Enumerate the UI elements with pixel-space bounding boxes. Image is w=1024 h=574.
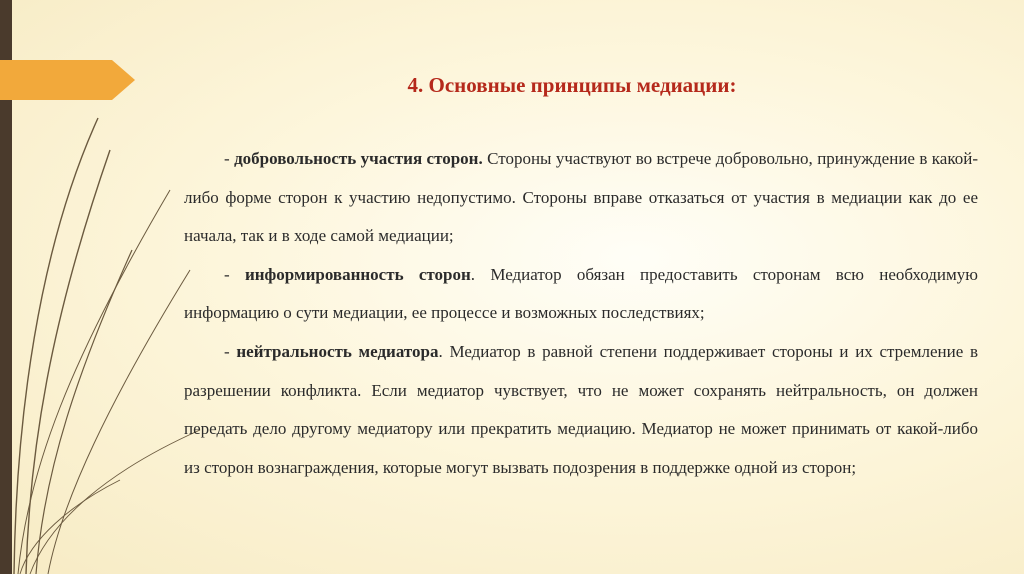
bullet-dash: - bbox=[224, 341, 237, 361]
slide-body bbox=[184, 140, 978, 487]
principle-text: . Медиатор в равной степени поддерживает стороны и их стремление в разрешении конфликта. Если медиатор чувствует, что не может сохранять нейтральность, он должен передать дело другому медиатору или прекратить медиацию. Медиатор не может принимать от какой-либо из сторон вознаграждения, которые могут вызвать подозрения в поддержке одной из сторон; bbox=[184, 341, 978, 477]
slide-title: 4. Основные принципы медиации: bbox=[407, 73, 737, 97]
bullet-dash: - bbox=[224, 149, 235, 168]
principle-title: нейтральность медиатора bbox=[236, 341, 439, 361]
principle-text: . Медиатор обязан предоставить сторонам всю необходимую информацию о сути медиации, ее процессе и возможных последствиях; bbox=[184, 264, 978, 323]
principle-voluntariness bbox=[184, 140, 978, 256]
bullet-dash: - bbox=[224, 264, 245, 284]
principle-informedness bbox=[184, 256, 978, 333]
principle-neutrality bbox=[184, 333, 978, 487]
principle-title: информированность сторон bbox=[244, 264, 471, 284]
principle-text: Стороны участвуют во встрече добровольно, принуждение в какой-либо форме сторон к участию недопустимо. Стороны вправе отказаться от участия в медиации как до ее начала, так и в ходе самой медиации; bbox=[184, 149, 979, 246]
principle-title: добровольность участия сторон. bbox=[234, 149, 483, 168]
